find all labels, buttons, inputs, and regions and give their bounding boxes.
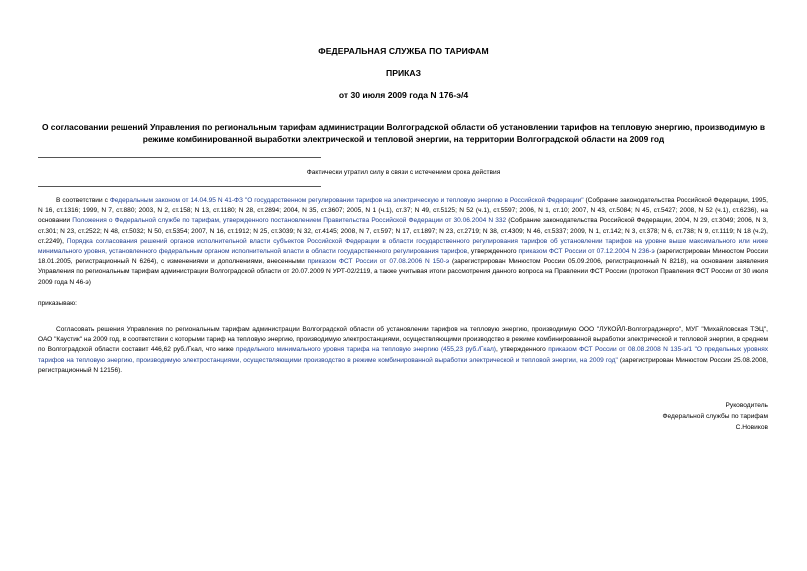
organization-title: ФЕДЕРАЛЬНАЯ СЛУЖБА ПО ТАРИФАМ	[318, 46, 489, 56]
document-type: ПРИКАЗ	[386, 68, 421, 78]
preamble-paragraph	[38, 196, 768, 288]
paragraph-text: (зарегистрирован Минюстом России 05.09.2006, регистрационный N 8218), на основании заявления Управления по региональным тарифам администрации Волгоградской области от 20.07.2009 N УРТ-02/2119, а также учитывая итоги рассмотрения данного вопроса на Правлении ФСТ России (протокол Правления ФСТ России от 30 июля 2009 года N 46-э)	[38, 258, 768, 286]
paragraph-text: В соответствии с	[56, 197, 110, 204]
legal-reference-link[interactable]: Федеральным законом от 14.04.95 N 41-ФЗ "О государственном регулировании тарифов на электрическую и тепловую энергию в Российской Федерации"	[109, 197, 584, 204]
status-note: Фактически утратил силу в связи с истечением срока действия	[306, 169, 501, 176]
decision-paragraph	[38, 325, 768, 376]
legal-reference-link[interactable]: предельного минимального уровня тарифа на тепловую энергию (455,23 руб./Гкал)	[236, 346, 496, 354]
divider-top	[38, 157, 321, 158]
legal-reference-link[interactable]: Положения о Федеральной службе по тарифам, утвержденного постановлением Правительства Российской Федерации от 30.06.2004 N 332	[72, 217, 507, 225]
paragraph-text: , утвержденного	[495, 346, 549, 354]
paragraph-text: (зарегистрирован Минюстом России 25.08.2008, регистрационный N 12156).	[38, 356, 768, 374]
paragraph-text: Согласовать решения Управления по региональным тарифам администрации Волгоградской области об установлении тарифов на тепловую энергию, производимую ООО "ЛУКОЙЛ-Волгоградэнерго", МУГ "Михайловская ТЭЦ", ОАО "Каустик" на 2009 год, в соответствии с которыми тариф на тепловую энергию, производимую электростанциями, осуществляющими производство в режиме комбинированной выработки электрической и тепловой энергии, в среднем по Волгоградской области составит 446,62 руб./Гкал, что ниже	[38, 326, 768, 354]
signer-position-line2: Федеральной службы по тарифам	[662, 413, 768, 420]
document-subject: О согласовании решений Управления по региональным тарифам администрации Волгоградской области об установлении тарифов на тепловую энергию, производимую в режиме комбинированной выработки электрической и тепловой энергии, на территории Волгоградской области на 2009 год	[41, 122, 766, 144]
divider-bottom	[38, 186, 321, 187]
paragraph-text: (Собрание законодательства Российской Федерации, 1995, N 16, ст.1316; 1999, N 7, ст.880; 2003, N 2, ст.158; N 13, ст.1180; N 28, ст.2894; 2004, N 35, ст.3607; 2005, N 1 (ч.1), ст.37; N 49, ст.5125; N 52 (ч.1), ст.5597; 2006, N 1, ст.10; 2007, N 43, ст.5084; N 45, ст.5427; 2008, N 52 (ч.1), ст.6236), на основании	[38, 197, 769, 225]
legal-reference-link[interactable]: приказом ФСТ России от 07.12.2004 N 236-э	[518, 248, 655, 256]
signer-name: С.Новиков	[735, 424, 768, 431]
legal-reference-link[interactable]: приказом ФСТ России от 07.08.2006 N 150-э	[307, 258, 450, 266]
document-date: от 30 июля 2009 года N 176-э/4	[338, 90, 469, 100]
paragraph-text: , утвержденного	[467, 248, 519, 256]
legal-reference-link[interactable]: приказом ФСТ России от 08.08.2008 N 135-э/1 "О предельных уровнях тарифов на тепловую энергию, производимую электростанциями, осуществляющими производство в режиме комбинированной выработки электрической и тепловой энергии, на 2009 год"	[38, 346, 769, 364]
paragraph-text: (Собрание законодательства Российской Федерации, 2004, N 29, ст.3049; 2006, N 3, ст.301; N 23, ст.2522; N 48, ст.5032; N 50, ст.5354; 2007, N 16, ст.1912; N 25, ст.3039; N 32, ст.4145; 2008, N 7, ст.597; N 17, ст.1897; N 23, ст.2719; N 38, ст.4309; N 46, ст.5337; 2009, N 1, ст.142; N 3, ст.378; N 6, ст.738; N 9, ст.1119; N 18 (ч.2), ст.2249),	[38, 217, 768, 245]
signer-position-line1: Руководитель	[725, 402, 768, 409]
signature-block	[560, 400, 768, 433]
order-word: приказываю:	[38, 300, 77, 307]
paragraph-text: (зарегистрирован Минюстом России 18.01.2005, регистрационный N 6264), с изменениями и дополнениями, внесенными	[38, 248, 768, 266]
legal-reference-link[interactable]: Порядка согласования решений органов исполнительной власти субъектов Российской Федерации в области государственного регулирования тарифов об установлении тарифов на уровне выше максимального или ниже минимального уровня, установленного федеральным органом исполнительной власти в области государственного регулирования тарифов	[38, 237, 769, 256]
